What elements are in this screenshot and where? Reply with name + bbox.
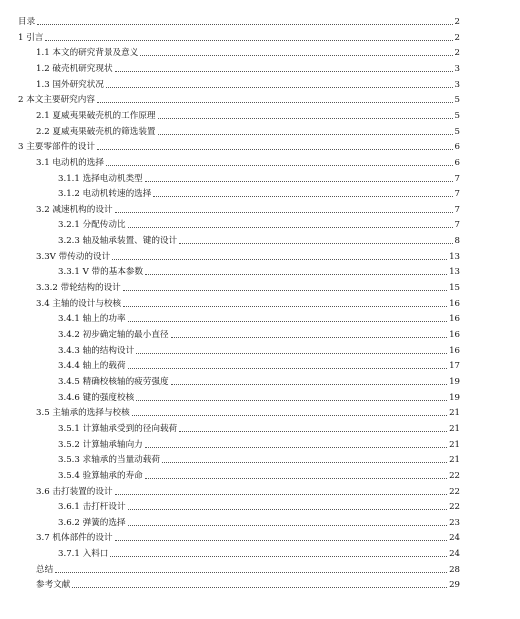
toc-entry-title: 3.5.2 计算轴承轴向力 (58, 439, 143, 450)
toc-entry-title: 1.3 国外研究状况 (36, 79, 104, 90)
toc-entry-title: 3.2.1 分配传动比 (58, 220, 126, 231)
toc-entry[interactable] (58, 468, 460, 482)
toc-entry-title: 1.2 破壳机研究现状 (36, 63, 113, 74)
dot-leader (97, 149, 453, 150)
toc-entry[interactable] (58, 358, 460, 372)
dot-leader (128, 321, 447, 322)
toc-entry-title: 1.1 本文的研究背景及意义 (36, 48, 139, 59)
toc-entry-page-number: 5 (454, 110, 460, 121)
toc-entry[interactable] (58, 390, 460, 404)
toc-entry-page-number: 13 (449, 267, 460, 278)
toc-entry-title: 3.7 机体部件的设计 (36, 533, 113, 544)
toc-entry-page-number: 6 (454, 142, 460, 153)
toc-entry[interactable] (18, 92, 460, 106)
toc-entry-page-number: 23 (449, 517, 460, 528)
dot-leader (171, 384, 448, 385)
toc-entry-title: 3.1.2 电动机转速的选择 (58, 189, 152, 200)
toc-entry[interactable] (36, 124, 460, 138)
dot-leader (153, 196, 452, 197)
dot-leader (115, 212, 453, 213)
toc-entry-page-number: 5 (454, 95, 460, 106)
dot-leader (123, 306, 447, 307)
toc-entry-page-number: 2 (454, 17, 460, 27)
toc-entry[interactable] (58, 452, 460, 466)
dot-leader (179, 243, 452, 244)
toc-entry[interactable] (58, 421, 460, 435)
toc-entry-page-number: 7 (454, 204, 460, 215)
toc-entry-title: 3.1 电动机的选择 (36, 157, 104, 168)
toc-entry-page-number: 22 (449, 486, 460, 497)
toc-entry[interactable] (36, 249, 460, 263)
toc-entry-title: 3.4.1 轴上的功率 (58, 314, 126, 325)
toc-entry[interactable] (58, 217, 460, 231)
dot-leader (115, 494, 448, 495)
toc-entry[interactable] (18, 30, 460, 44)
toc-entry-title: 3.4 主轴的设计与校核 (36, 298, 122, 309)
toc-entry-title: 3.4.6 键的强度校核 (58, 392, 135, 403)
toc-entry-page-number: 24 (449, 533, 460, 544)
toc-entry[interactable] (18, 14, 460, 28)
dot-leader (128, 525, 447, 526)
dot-leader (136, 353, 447, 354)
dot-leader (145, 181, 453, 182)
toc-entry[interactable] (36, 296, 460, 310)
dot-leader (145, 274, 447, 275)
dot-leader (136, 400, 447, 401)
toc-entry-title: 3.2 减速机构的设计 (36, 204, 113, 215)
dot-leader (158, 118, 453, 119)
toc-entry[interactable] (58, 437, 460, 451)
toc-entry[interactable] (36, 61, 460, 75)
dot-leader (72, 587, 447, 588)
toc-entry-title: 2 本文主要研究内容 (18, 95, 95, 106)
toc-entry-title: 2.2 夏威夷果破壳机的筛选装置 (36, 126, 156, 137)
toc-entry-page-number: 17 (449, 361, 460, 372)
toc-entry-page-number: 13 (449, 251, 460, 262)
toc-entry-page-number: 16 (449, 314, 460, 325)
toc-entry[interactable] (36, 108, 460, 122)
dot-leader (128, 227, 453, 228)
dot-leader (162, 462, 447, 463)
dot-leader (115, 71, 453, 72)
dot-leader (106, 165, 453, 166)
dot-leader (171, 337, 448, 338)
toc-entry-page-number: 7 (454, 173, 460, 184)
dot-leader (158, 134, 453, 135)
toc-entry[interactable] (58, 311, 460, 325)
toc-entry-page-number: 19 (449, 376, 460, 387)
dot-leader (145, 478, 447, 479)
toc-entry-title: 3.3.2 带轮结构的设计 (36, 283, 121, 294)
dot-leader (106, 87, 453, 88)
dot-leader (55, 572, 447, 573)
toc-entry-title: 1 引言 (18, 32, 44, 43)
dot-leader (123, 290, 447, 291)
toc-entry[interactable] (36, 562, 460, 576)
toc-entry[interactable] (36, 155, 460, 169)
dot-leader (112, 259, 447, 260)
dot-leader (145, 447, 447, 448)
dot-leader (179, 431, 447, 432)
toc-entry-title: 3.5 主轴承的选择与校核 (36, 408, 130, 419)
toc-entry-title: 3 主要零部件的设计 (18, 142, 95, 153)
toc-entry-title: 3.4.4 轴上的载荷 (58, 361, 126, 372)
toc-entry[interactable] (58, 546, 460, 560)
toc-entry-page-number: 22 (449, 502, 460, 513)
toc-entry-page-number: 8 (454, 236, 460, 247)
dot-leader (140, 55, 452, 56)
toc-entry-page-number: 22 (449, 470, 460, 481)
toc-entry-title: 3.5.1 计算轴承受到的径向载荷 (58, 423, 178, 434)
toc-entry-title: 3.5.3 求轴承的当量动载荷 (58, 455, 160, 466)
toc-entry-title: 3.6.2 弹簧的选择 (58, 517, 126, 528)
toc-entry[interactable] (36, 45, 460, 59)
toc-entry[interactable] (18, 139, 460, 153)
toc-entry-title: 参考文献 (36, 580, 71, 591)
toc-entry-title: 3.6.1 击打杆设计 (58, 502, 126, 513)
toc-entry-title: 3.5.4 验算轴承的寿命 (58, 470, 143, 481)
toc-entry[interactable] (58, 171, 460, 185)
toc-entry-title: 3.3.1 V 带的基本参数 (58, 267, 144, 278)
toc-entry-title: 3.4.3 轴的结构设计 (58, 345, 135, 356)
dot-leader (128, 368, 447, 369)
toc-entry-page-number: 15 (449, 283, 460, 294)
toc-entry[interactable] (58, 343, 460, 357)
toc-entry-title: 2.1 夏威夷果破壳机的工作原理 (36, 110, 156, 121)
toc-entry-title: 3.4.5 精确校核轴的疲劳强度 (58, 376, 169, 387)
toc-entry-title: 3.4.2 初步确定轴的最小直径 (58, 330, 169, 340)
toc-entry-page-number: 28 (449, 564, 460, 575)
dot-leader (45, 40, 452, 41)
toc-entry-title: 3.2.3 轴及轴承装置、键的设计 (58, 236, 178, 247)
toc-entry-page-number: 16 (449, 345, 460, 356)
toc-entry-page-number: 19 (449, 392, 460, 403)
toc-entry[interactable] (58, 264, 460, 278)
toc-entry-page-number: 29 (449, 580, 460, 591)
toc-entry[interactable] (36, 280, 460, 294)
dot-leader (115, 540, 448, 541)
toc-entry[interactable] (58, 186, 460, 200)
toc-entry-page-number: 21 (449, 439, 460, 450)
toc-entry-page-number: 3 (454, 79, 460, 90)
toc-entry-page-number: 21 (449, 423, 460, 434)
dot-leader (132, 415, 447, 416)
dot-leader (97, 102, 453, 103)
toc-entry-title: 3.6 击打装置的设计 (36, 486, 113, 497)
toc-entry-page-number: 7 (454, 189, 460, 200)
toc-entry-page-number: 24 (449, 549, 460, 560)
toc-entry[interactable] (36, 484, 460, 498)
toc-entry-title: 目录 (18, 17, 36, 27)
toc-entry-page-number: 3 (454, 63, 460, 74)
toc-entry-page-number: 5 (454, 126, 460, 137)
toc-entry-page-number: 21 (449, 408, 460, 419)
toc-entry-title: 总结 (36, 564, 54, 575)
toc-entry[interactable] (58, 499, 460, 513)
toc-entry-page-number: 16 (449, 298, 460, 309)
toc-entry[interactable] (36, 405, 460, 419)
toc-entry[interactable] (36, 577, 460, 591)
toc-entry-title: 3.3V 带传动的设计 (36, 251, 111, 262)
toc-entry[interactable] (58, 374, 460, 388)
toc-entry-page-number: 21 (449, 455, 460, 466)
dot-leader (128, 509, 447, 510)
toc-entry[interactable] (58, 515, 460, 529)
toc-entry-title: 3.7.1 入料口 (58, 549, 109, 560)
toc-entry-page-number: 2 (454, 32, 460, 43)
toc-entry[interactable] (36, 77, 460, 91)
toc-entry-title: 3.1.1 选择电动机类型 (58, 173, 143, 184)
toc-entry[interactable] (58, 233, 460, 247)
toc-entry[interactable] (58, 327, 460, 341)
toc-entry-page-number: 16 (449, 330, 460, 340)
dot-leader (110, 556, 447, 557)
toc-entry[interactable] (36, 202, 460, 216)
toc-entry-page-number: 7 (454, 220, 460, 231)
toc-entry[interactable] (36, 530, 460, 544)
toc-entry-page-number: 6 (454, 157, 460, 168)
toc-entry-page-number: 2 (454, 48, 460, 59)
dot-leader (37, 24, 452, 25)
